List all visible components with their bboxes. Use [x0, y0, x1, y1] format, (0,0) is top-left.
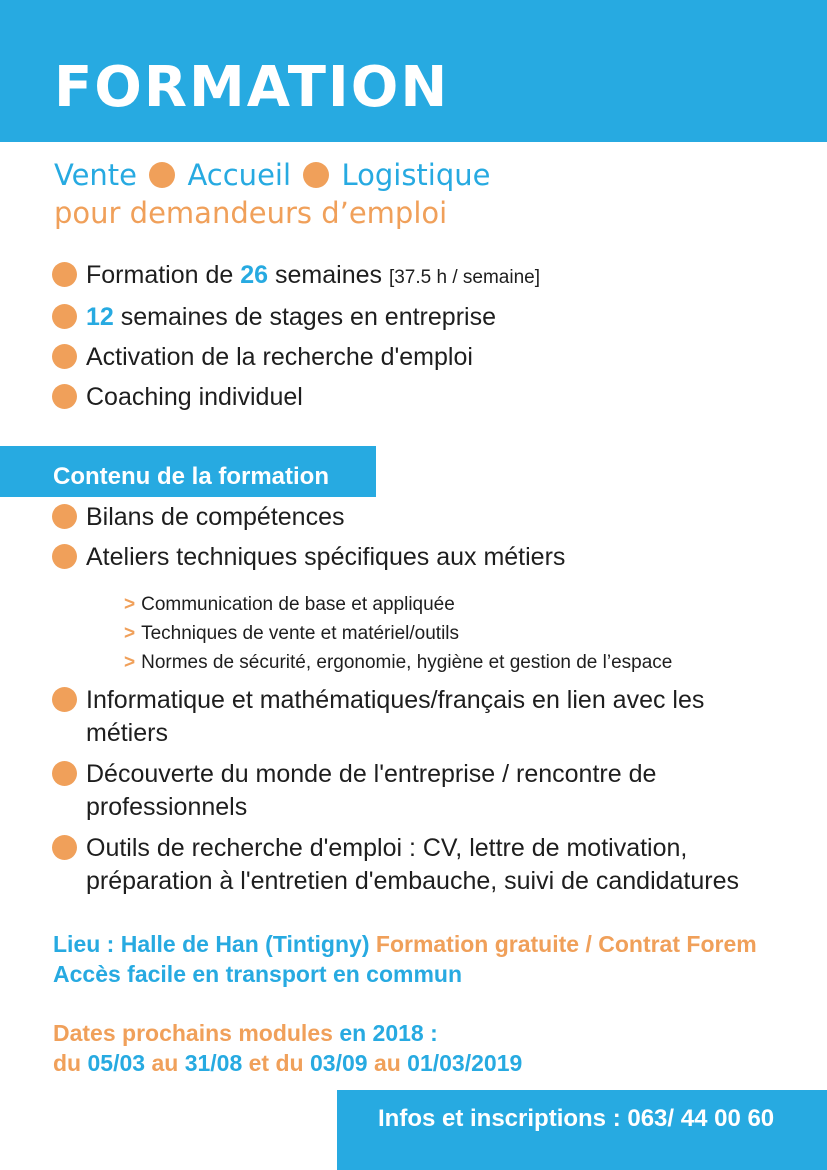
bullet-dot-icon	[52, 761, 77, 786]
list-item: Bilans de compétences	[52, 501, 565, 534]
sector-vente: Vente	[54, 158, 138, 192]
subtitle-sectors	[54, 155, 491, 195]
list-item: Formation de 26 semaines [37.5 h / semaine]	[52, 259, 540, 294]
subtitle-audience: pour demandeurs d’emploi	[54, 196, 448, 230]
chevron-right-icon: >	[124, 652, 136, 673]
list-item: Outils de recherche d'emploi : CV, lettre de motivation, préparation à l'entretien d'embauche, suivi de candidatures	[52, 832, 762, 898]
sub-list-item: > Communication de base et appliquée	[124, 594, 455, 615]
list-item: Découverte du monde de l'entreprise / rencontre de professionnels	[52, 758, 762, 824]
transport-line: Accès facile en transport en commun	[53, 961, 463, 987]
chevron-right-icon: >	[124, 623, 136, 644]
sector-logistique: Logistique	[341, 158, 491, 192]
content-bullet-list	[52, 501, 565, 581]
chevron-right-icon: >	[124, 594, 136, 615]
page-title: FORMATION	[54, 55, 450, 120]
list-item: Informatique et mathématiques/français en lien avec les métiers	[52, 684, 762, 750]
location-line	[53, 929, 757, 960]
bullet-dot-icon	[52, 262, 77, 287]
content-bullet-list-2	[52, 684, 762, 906]
workshop-sublist	[124, 590, 672, 677]
bullet-dot-icon	[52, 344, 77, 369]
list-item: Activation de la recherche d'emploi	[52, 341, 540, 374]
bullet-dot-icon	[52, 687, 77, 712]
bullet-dot-icon	[52, 304, 77, 329]
free-training-text: Formation gratuite / Contrat Forem	[375, 931, 757, 957]
dates-heading: Dates prochains modules en 2018 :	[53, 1020, 438, 1046]
sub-list-item: > Normes de sécurité, ergonomie, hygiène et gestion de l’espace	[124, 652, 673, 673]
orange-dot-icon	[149, 162, 175, 188]
list-item: Coaching individuel	[52, 381, 540, 414]
list-item: 12 semaines de stages en entreprise	[52, 301, 540, 334]
orange-dot-icon	[303, 162, 329, 188]
bullet-dot-icon	[52, 544, 77, 569]
bullet-dot-icon	[52, 504, 77, 529]
bullet-dot-icon	[52, 835, 77, 860]
location-text: Lieu : Halle de Han (Tintigny)	[53, 931, 370, 957]
bullet-dot-icon	[52, 384, 77, 409]
sector-accueil: Accueil	[187, 158, 292, 192]
section-title: Contenu de la formation	[53, 463, 329, 490]
contact-info: Infos et inscriptions : 063/ 44 00 60	[378, 1105, 775, 1132]
dates-line: du 05/03 au 31/08 et du 03/09 au 01/03/2019	[53, 1050, 523, 1076]
sub-list-item: > Techniques de vente et matériel/outils	[124, 623, 460, 644]
intro-bullet-list	[52, 259, 540, 421]
list-item: Ateliers techniques spécifiques aux métiers	[52, 541, 565, 574]
